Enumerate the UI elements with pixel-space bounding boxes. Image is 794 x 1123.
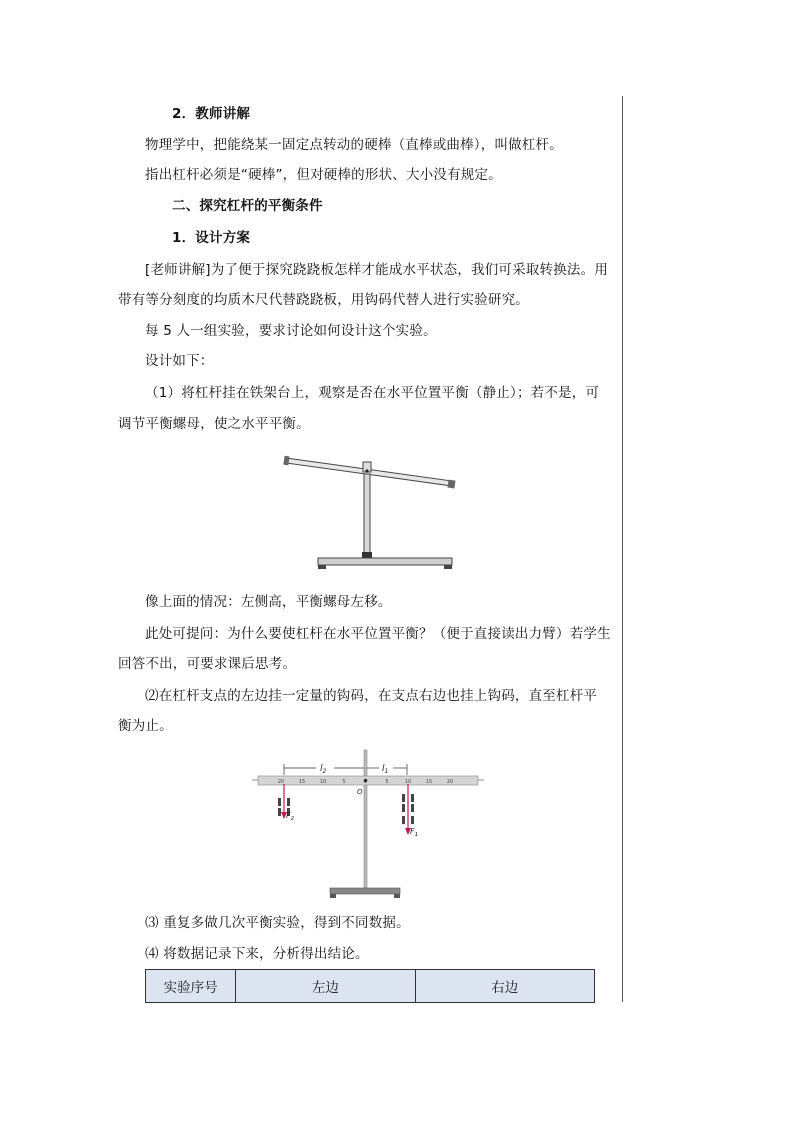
paragraph-step4: ⑷ 将数据记录下来，分析得出结论。	[145, 946, 369, 962]
tick-label: 15	[298, 779, 306, 785]
stand-base	[330, 888, 400, 894]
page-margin-line	[622, 96, 623, 1002]
tick-label: 10	[319, 779, 327, 785]
tick-label: 20	[277, 779, 285, 785]
table-header-cell: 左边	[236, 970, 415, 1003]
paragraph-step2-line1: ⑵在杠杆支点的左边挂一定量的钩码，在支点右边也挂上钩码，直至杠杆平	[145, 688, 598, 704]
tick-label: 10	[404, 779, 412, 785]
paragraph-step3: ⑶ 重复多做几次平衡实验，得到不同数据。	[145, 915, 410, 931]
force-label-f1: $F_1$	[410, 827, 419, 838]
paragraph-step2-line2: 衡为止。	[118, 718, 173, 734]
tick-label: 15	[425, 779, 433, 785]
heading-design-plan: 1．设计方案	[172, 230, 251, 246]
paragraph-group: 每 5 人一组实验，要求讨论如何设计这个实验。	[145, 323, 437, 339]
table-header-cell: 右边	[415, 970, 594, 1003]
table-header-cell: 实验序号	[146, 970, 236, 1003]
stand-pole	[364, 474, 370, 556]
paragraph-design-intro: 设计如下：	[145, 353, 214, 369]
lever-weights-figure	[250, 748, 485, 903]
paragraph-teacher-note-line2: 带有等分刻度的均质木尺代替跷跷板，用钩码代替人进行实验研究。	[118, 292, 529, 308]
paragraph-left-high: 像上面的情况：左侧高，平衡螺母左移。	[145, 594, 392, 610]
paragraph-step1-line2: 调节平衡螺母，使之水平平衡。	[118, 416, 310, 432]
lever-ruler	[258, 776, 478, 785]
heading-section-two: 二、探究杠杆的平衡条件	[172, 198, 323, 214]
tick-label: 0	[363, 779, 368, 785]
force-label-f2: $F_2$	[286, 811, 295, 822]
tick-label: 20	[446, 779, 454, 785]
lever-stand-figure	[280, 450, 470, 575]
table-header-row	[146, 970, 595, 1003]
heading-teacher-explain: 2．教师讲解	[172, 106, 251, 122]
tick-label: 5	[342, 779, 346, 785]
arm-label-l2: $l_2$	[320, 764, 327, 775]
paragraph-lever-definition: 物理学中，把能绕某一固定点转动的硬棒（直棒或曲棒），叫做杠杆。	[145, 137, 563, 153]
arm-label-l1: $l_1$	[382, 764, 389, 775]
paragraph-question-line1: 此处可提问：为什么要使杠杆在水平位置平衡？（便于直接读出力臂）若学生	[145, 626, 611, 642]
stand-pole	[364, 750, 367, 888]
paragraph-question-line2: 回答不出，可要求课后思考。	[118, 656, 297, 672]
tick-label: 5	[385, 779, 389, 785]
paragraph-hard-rod: 指出杠杆必须是“硬棒”，但对硬棒的形状、大小没有规定。	[145, 167, 502, 183]
stand-base	[318, 558, 452, 565]
paragraph-teacher-note-line1: [老师讲解]为了便于探究跷跷板怎样才能成水平状态，我们可采取转换法。用	[145, 262, 609, 278]
paragraph-step1-line1: （1）将杠杆挂在铁架台上，观察是否在水平位置平衡（静止）；若不是，可	[145, 385, 600, 401]
data-table	[145, 969, 595, 1003]
fulcrum-label: O	[357, 788, 363, 796]
